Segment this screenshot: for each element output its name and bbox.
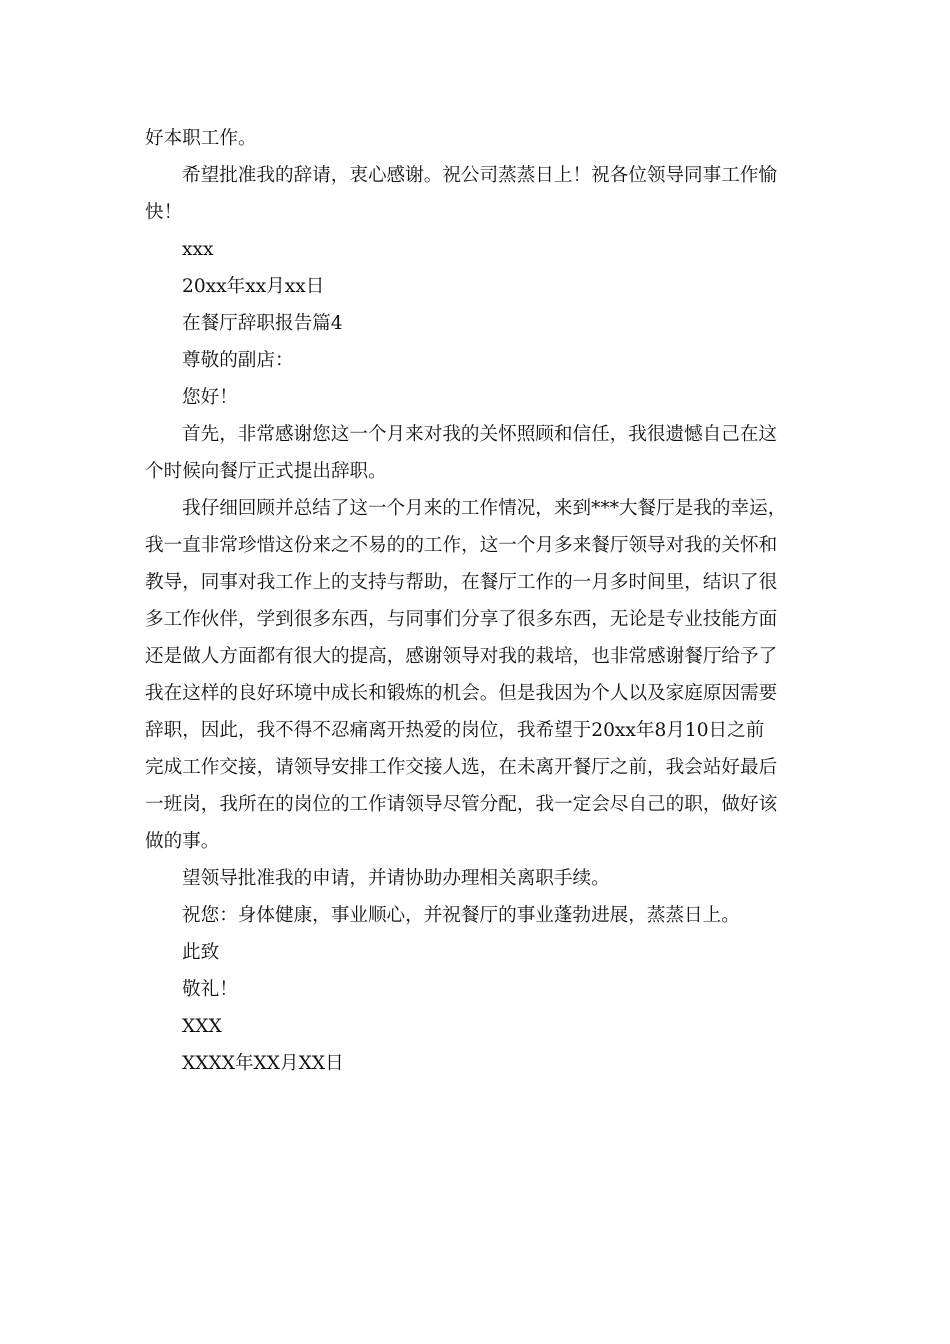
paragraph-line: 辞职，因此，我不得不忍痛离开热爱的岗位，我希望于20xx年8月10日之前 [145,720,765,741]
greeting: 您好！ [182,387,238,408]
document-body [145,120,810,1082]
paragraph-line: 快！ [145,202,183,223]
signature: XXX [182,1016,222,1037]
paragraph-line: 个时候向餐厅正式提出辞职。 [145,461,387,482]
signature: xxx [182,239,214,260]
continuation-line: 好本职工作。 [145,128,257,149]
paragraph-thanks [145,416,810,490]
salutation: 尊敬的副店： [182,350,294,371]
paragraph-line: 多工作伙伴，学到很多东西，与同事们分享了很多东西，无论是专业技能方面 [145,609,778,630]
paragraph-line: 我一直非常珍惜这份来之不易的的工作，这一个月多来餐厅领导对我的关怀和 [145,535,778,556]
wishes-line: 祝您：身体健康，事业顺心，并祝餐厅的事业蓬勃进展，蒸蒸日上。 [182,905,740,926]
paragraph-line: 我在这样的良好环境中成长和锻炼的机会。但是我因为个人以及家庭原因需要 [145,683,778,704]
date-line: 20xx年xx月xx日 [182,276,325,297]
paragraph-reflection [145,490,810,860]
request-line: 望领导批准我的申请，并请协助办理相关离职手续。 [182,868,610,889]
closing-salute: 敬礼！ [182,979,238,1000]
paragraph-line: 完成工作交接，请领导安排工作交接人选，在未离开餐厅之前，我会站好最后 [145,757,778,778]
section-title: 在餐厅辞职报告篇4 [182,313,343,334]
wish-paragraph [145,157,810,231]
paragraph-line: 还是做人方面都有很大的提高，感谢领导对我的栽培，也非常感谢餐厅给予了 [145,646,778,667]
closing-line: 此致 [182,942,220,963]
paragraph-line: 希望批准我的辞请，衷心感谢。祝公司蒸蒸日上！祝各位领导同事工作愉 [182,165,778,186]
paragraph-line: 做的事。 [145,831,220,852]
paragraph-line: 我仔细回顾并总结了这一个月来的工作情况，来到***大餐厅是我的幸运， [182,498,787,519]
paragraph-line: 一班岗，我所在的岗位的工作请领导尽管分配，我一定会尽自己的职，做好该 [145,794,778,815]
paragraph-line: 首先，非常感谢您这一个月来对我的关怀照顾和信任，我很遗憾自己在这 [182,424,778,445]
date-line: XXXX年XX月XX日 [182,1053,344,1074]
paragraph-line: 教导，同事对我工作上的支持与帮助，在餐厅工作的一月多时间里，结识了很 [145,572,778,593]
